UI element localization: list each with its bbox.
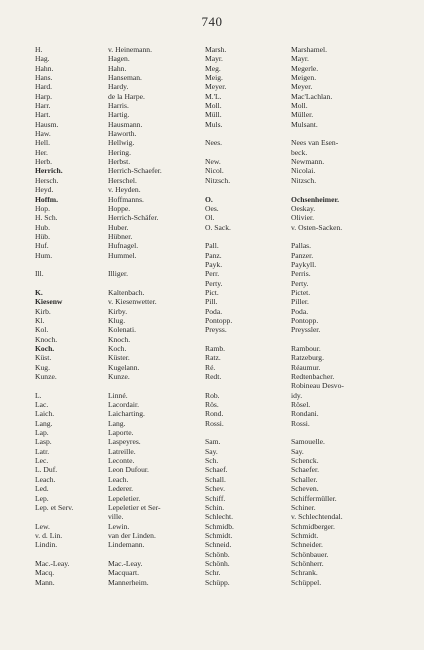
table-row (0, 437, 424, 446)
author-left: Hardy. (108, 82, 129, 92)
table-row (0, 475, 424, 484)
abbreviation-right: Sch. (205, 456, 219, 466)
abbreviation-right: Schmidb. (205, 521, 234, 531)
author-left: Hahn. (108, 63, 127, 73)
table-row (0, 494, 424, 503)
abbreviation-left: H. (35, 45, 43, 54)
author-left: Mac.-Leay. (108, 558, 143, 568)
author-left: Laicharting. (108, 409, 145, 419)
abbreviation-left: Hahn. (35, 63, 54, 73)
author-left: Klug. (108, 315, 126, 325)
table-row (0, 316, 424, 325)
abbreviation-right: Rossi. (205, 418, 224, 428)
abbreviation-right: Schiff. (205, 493, 226, 503)
author-right: Say. (291, 446, 304, 456)
author-right: Mulsant. (291, 119, 318, 129)
table-row (0, 138, 424, 147)
author-right: Schiffermüller. (291, 493, 337, 503)
table-row (0, 484, 424, 493)
author-left: Herrich-Schäfer. (108, 213, 159, 223)
author-left: Laspeyres. (108, 437, 141, 447)
author-left: de la Harpe. (108, 91, 145, 101)
abbreviation-left: Lep. (35, 493, 49, 503)
author-left: van der Linden. (108, 530, 156, 540)
table-row (0, 568, 424, 577)
table-row (0, 578, 424, 587)
abbreviation-right: Schev. (205, 484, 225, 494)
table-row (0, 166, 424, 175)
abbreviation-left: Mann. (35, 577, 55, 587)
table-row (0, 447, 424, 456)
abbreviation-right: Say. (205, 446, 218, 456)
author-left: Kirby. (108, 306, 128, 316)
table-row (0, 129, 424, 138)
author-left: Kaltenbach. (108, 287, 145, 297)
abbreviation-left: Her. (35, 147, 48, 157)
abbreviation-left: Hum. (35, 250, 53, 260)
table-row (0, 400, 424, 409)
table-row (0, 213, 424, 222)
table-row (0, 101, 424, 110)
abbreviation-left: Kunze. (35, 372, 57, 382)
abbreviation-right: New. (205, 157, 221, 167)
author-right: Paykyll. (291, 259, 317, 269)
abbreviation-right: Schmidt. (205, 530, 233, 540)
abbreviation-left: Kirb. (35, 306, 51, 316)
abbreviation-right: Ramb. (205, 344, 226, 353)
table-row (0, 223, 424, 232)
table-row (0, 307, 424, 316)
abbreviation-right: Moll. (205, 101, 222, 111)
abbreviation-left: Hag. (35, 54, 50, 64)
author-right: Schenck. (291, 456, 319, 466)
author-right: Schaefer. (291, 465, 320, 475)
author-right: idy. (291, 390, 303, 400)
abbreviation-right: Schneid. (205, 540, 232, 550)
author-right: Panzer. (291, 250, 314, 260)
author-right: beck. (291, 147, 308, 157)
table-row (0, 325, 424, 334)
table-row (0, 157, 424, 166)
author-left: Herrich-Schaefer. (108, 166, 162, 176)
table-row (0, 204, 424, 213)
abbreviation-right: Müll. (205, 110, 222, 120)
abbreviation-left: Harp. (35, 91, 53, 101)
abbreviation-left: Kol. (35, 325, 49, 335)
abbreviation-right: Poda. (205, 306, 223, 316)
abbreviation-left: Lindin. (35, 540, 58, 550)
abbreviation-left: Herrich. (35, 166, 63, 176)
abbreviation-right: Schönh. (205, 558, 230, 568)
author-left: v. Heinemann. (108, 45, 153, 54)
abbreviation-left: Led. (35, 484, 49, 494)
abbreviation-left: Hüb. (35, 231, 50, 241)
abbreviation-right: Muls. (205, 119, 223, 129)
table-row (0, 241, 424, 250)
abbreviation-right: O. Sack. (205, 222, 231, 232)
author-left: Latreille. (108, 446, 136, 456)
abbreviation-right: Marsh. (205, 45, 227, 54)
author-right: Réaumur. (291, 362, 321, 372)
author-left: Illiger. (108, 269, 129, 279)
abbreviation-right: Nees. (205, 138, 223, 148)
table-row (0, 522, 424, 531)
author-right: Schrank. (291, 568, 318, 578)
author-right: Megerle. (291, 63, 319, 73)
table-row (0, 279, 424, 288)
abbreviation-left: K. (35, 287, 43, 297)
author-right: Moll. (291, 101, 308, 111)
abbreviation-right: Schr. (205, 568, 221, 578)
abbreviation-left: Lec. (35, 456, 49, 466)
abbreviation-left: Mac.-Leay. (35, 558, 70, 568)
author-left: ville. (108, 512, 124, 522)
abbreviation-left: Lang. (35, 418, 53, 428)
author-left: Hoffmanns. (108, 194, 144, 204)
table-row (0, 45, 424, 54)
abbreviation-left: Lap. (35, 428, 49, 438)
author-right: Perris. (291, 269, 311, 279)
abbreviation-right: Schall. (205, 474, 226, 484)
author-left: Lepeletier. (108, 493, 141, 503)
table-row (0, 550, 424, 559)
author-left: Leach. (108, 474, 129, 484)
table-row (0, 428, 424, 437)
author-left: Hausmann. (108, 119, 143, 129)
abbreviation-left: Macq. (35, 568, 55, 578)
abbreviation-left: Hub. (35, 222, 50, 232)
table-row (0, 82, 424, 91)
abbreviation-left: Lew. (35, 521, 50, 531)
author-left: Hartig. (108, 110, 130, 120)
author-left: Lacordair. (108, 400, 139, 410)
abbreviation-right: Rond. (205, 409, 224, 419)
author-right: Ochsenheimer. (291, 194, 340, 204)
abbreviation-left: Kug. (35, 362, 50, 372)
table-row (0, 92, 424, 101)
abbreviation-left: Harr. (35, 101, 51, 111)
abbreviation-left: L. (35, 390, 42, 400)
abbreviation-right: Meig. (205, 73, 223, 83)
author-left: Lepeletier et Ser- (108, 502, 161, 512)
author-left: v. Heyden. (108, 185, 141, 195)
abbreviation-right: Schlecht. (205, 512, 234, 522)
abbreviation-right: Pict. (205, 287, 219, 297)
abbreviation-right: Panz. (205, 250, 222, 260)
abbreviation-right: Pontopp. (205, 315, 233, 325)
author-right: Olivier. (291, 213, 314, 223)
author-right: Schmidt. (291, 530, 319, 540)
table-row (0, 372, 424, 381)
abbreviation-right: Meg. (205, 63, 221, 73)
author-left: Herschel. (108, 175, 137, 185)
author-right: v. Schlechtendal. (291, 512, 343, 522)
table-row (0, 503, 424, 512)
table-row (0, 559, 424, 568)
abbreviation-left: Kl. (35, 315, 45, 325)
author-right: Pictet. (291, 287, 311, 297)
author-right: Meyer. (291, 82, 313, 92)
abbreviation-right: Pall. (205, 241, 219, 251)
abbreviation-left: Hausm. (35, 119, 59, 129)
abbreviation-left: Lasp. (35, 437, 52, 447)
author-left: Knoch. (108, 334, 131, 344)
author-left: Koch. (108, 344, 127, 353)
abbreviation-left: L. Duf. (35, 465, 58, 475)
abbreviation-right: Schüpp. (205, 577, 230, 587)
author-right: Scheven. (291, 484, 319, 494)
author-right: Rambour. (291, 344, 321, 353)
author-left: Kunze. (108, 372, 130, 382)
table-row (0, 335, 424, 344)
author-left: Mannerheim. (108, 577, 149, 587)
abbreviation-right: Ré. (205, 362, 216, 372)
table-row (0, 540, 424, 549)
author-left: Haworth. (108, 129, 137, 139)
abbreviation-right: Payk. (205, 259, 223, 269)
author-right: Schneider. (291, 540, 323, 550)
author-right: Mayr. (291, 54, 309, 64)
author-right: Schönbauer. (291, 549, 329, 559)
abbreviation-left: v. d. Lin. (35, 530, 63, 540)
author-left: v. Kiesenwetter. (108, 297, 157, 307)
abbreviation-left: Küst. (35, 353, 52, 363)
author-left: Hanseman. (108, 73, 142, 83)
abbreviation-left: Herb. (35, 157, 53, 167)
author-right: Marshamel. (291, 45, 328, 54)
author-right: Redtenbacher. (291, 372, 335, 382)
table-row (0, 260, 424, 269)
abbreviation-right: Schönb. (205, 549, 230, 559)
abbreviation-right: Sam. (205, 437, 221, 447)
abbreviation-right: O. (205, 194, 213, 204)
table-row (0, 251, 424, 260)
author-left: Macquart. (108, 568, 139, 578)
author-right: Newmann. (291, 157, 325, 167)
abbreviation-left: Hart. (35, 110, 51, 120)
author-left: Kugelann. (108, 362, 140, 372)
page-number: 740 (201, 14, 223, 29)
abbreviation-right: Oes. (205, 203, 219, 213)
author-left: Küster. (108, 353, 130, 363)
abbreviation-left: Huf. (35, 241, 49, 251)
author-right: Rösel. (291, 400, 311, 410)
abbreviation-right: Perr. (205, 269, 220, 279)
author-right: Oeskay. (291, 203, 316, 213)
author-right: Müller. (291, 110, 314, 120)
author-left: Hellwig. (108, 138, 135, 148)
abbreviation-left: Laich. (35, 409, 55, 419)
table-row (0, 456, 424, 465)
author-left: Linné. (108, 390, 128, 400)
table-row (0, 381, 424, 390)
author-right: Nees van Esen- (291, 138, 339, 148)
table-row (0, 391, 424, 400)
author-right: Schönherr. (291, 558, 324, 568)
abbreviation-left: Hell. (35, 138, 50, 148)
table-row (0, 73, 424, 82)
author-right: Ratzeburg. (291, 353, 324, 363)
author-right: Schmidberger. (291, 521, 335, 531)
abbreviation-left: Knoch. (35, 334, 58, 344)
table-row (0, 512, 424, 521)
table-row (0, 269, 424, 278)
author-right: Schaller. (291, 474, 318, 484)
table-row (0, 363, 424, 372)
abbreviation-right: Rob. (205, 390, 220, 400)
author-left: Hagen. (108, 54, 130, 64)
abbreviation-left: Koch. (35, 344, 55, 353)
table-row (0, 64, 424, 73)
table-row (0, 297, 424, 306)
abbreviation-right: Rös. (205, 400, 219, 410)
table-row (0, 409, 424, 418)
author-right: Meigen. (291, 73, 317, 83)
author-right: Schüppel. (291, 577, 322, 587)
author-left: Laporte. (108, 428, 134, 438)
author-left: Hufnagel. (108, 241, 139, 251)
abbreviation-left: Hoffm. (35, 194, 58, 204)
author-left: Huber. (108, 222, 129, 232)
author-right: Mac'Lachlan. (291, 91, 333, 101)
table-row (0, 148, 424, 157)
table-row (0, 195, 424, 204)
author-right: Pallas. (291, 241, 312, 251)
author-right: Nitzsch. (291, 175, 317, 185)
author-right: Rondani. (291, 409, 319, 419)
author-left: Lindemann. (108, 540, 145, 550)
table-row (0, 176, 424, 185)
table-row (0, 353, 424, 362)
abbreviation-right: Nicol. (205, 166, 224, 176)
table-row (0, 54, 424, 63)
table-row (0, 110, 424, 119)
author-right: Nicolai. (291, 166, 316, 176)
table-row (0, 288, 424, 297)
abbreviation-left: Heyd. (35, 185, 54, 195)
author-right: Poda. (291, 306, 309, 316)
abbreviation-right: Redt. (205, 372, 222, 382)
table-row (0, 185, 424, 194)
abbreviation-left: Lep. et Serv. (35, 502, 74, 512)
abbreviation-left: Lac. (35, 400, 49, 410)
abbreviation-right: M.'L. (205, 91, 222, 101)
author-right: Perty. (291, 278, 309, 288)
abbreviation-right: Schin. (205, 502, 225, 512)
abbreviation-left: Haw. (35, 129, 51, 139)
abbreviation-left: Hans. (35, 73, 53, 83)
abbreviation-left: Hersch. (35, 175, 59, 185)
table-row (0, 465, 424, 474)
author-left: Hübner. (108, 231, 133, 241)
abbreviation-left: Hard. (35, 82, 53, 92)
abbreviation-table (0, 45, 424, 587)
abbreviation-right: Ol. (205, 213, 215, 223)
author-left: Kolenati. (108, 325, 137, 335)
author-right: Schiner. (291, 502, 316, 512)
author-right: Samouelle. (291, 437, 325, 447)
author-left: Hering. (108, 147, 131, 157)
author-left: Leon Dufour. (108, 465, 149, 475)
abbreviation-right: Pill. (205, 297, 218, 307)
table-row (0, 232, 424, 241)
author-right: v. Osten-Sacken. (291, 222, 343, 232)
author-left: Herbst. (108, 157, 131, 167)
author-left: Leconte. (108, 456, 135, 466)
author-right: Preyssler. (291, 325, 321, 335)
abbreviation-right: Meyer. (205, 82, 227, 92)
author-right: Pontopp. (291, 315, 319, 325)
author-left: Hoppe. (108, 203, 131, 213)
abbreviation-left: Ill. (35, 269, 44, 279)
abbreviation-right: Nitzsch. (205, 175, 231, 185)
table-row (0, 344, 424, 353)
author-left: Hummel. (108, 250, 137, 260)
abbreviation-right: Schaef. (205, 465, 228, 475)
abbreviation-right: Preyss. (205, 325, 227, 335)
abbreviation-left: Latr. (35, 446, 50, 456)
author-left: Lewin. (108, 521, 130, 531)
author-right: Robineau Desvo- (291, 381, 344, 391)
table-row (0, 120, 424, 129)
author-left: Harris. (108, 101, 129, 111)
abbreviation-left: Hop. (35, 203, 50, 213)
table-row (0, 531, 424, 540)
abbreviation-right: Perty. (205, 278, 223, 288)
author-right: Piller. (291, 297, 309, 307)
author-left: Lang. (108, 418, 126, 428)
abbreviation-left: H. Sch. (35, 213, 58, 223)
author-right: Rossi. (291, 418, 310, 428)
table-row (0, 419, 424, 428)
abbreviation-right: Mayr. (205, 54, 223, 64)
abbreviation-right: Ratz. (205, 353, 221, 363)
abbreviation-left: Kiesenw (35, 297, 63, 307)
abbreviation-left: Leach. (35, 474, 56, 484)
author-left: Lederer. (108, 484, 134, 494)
